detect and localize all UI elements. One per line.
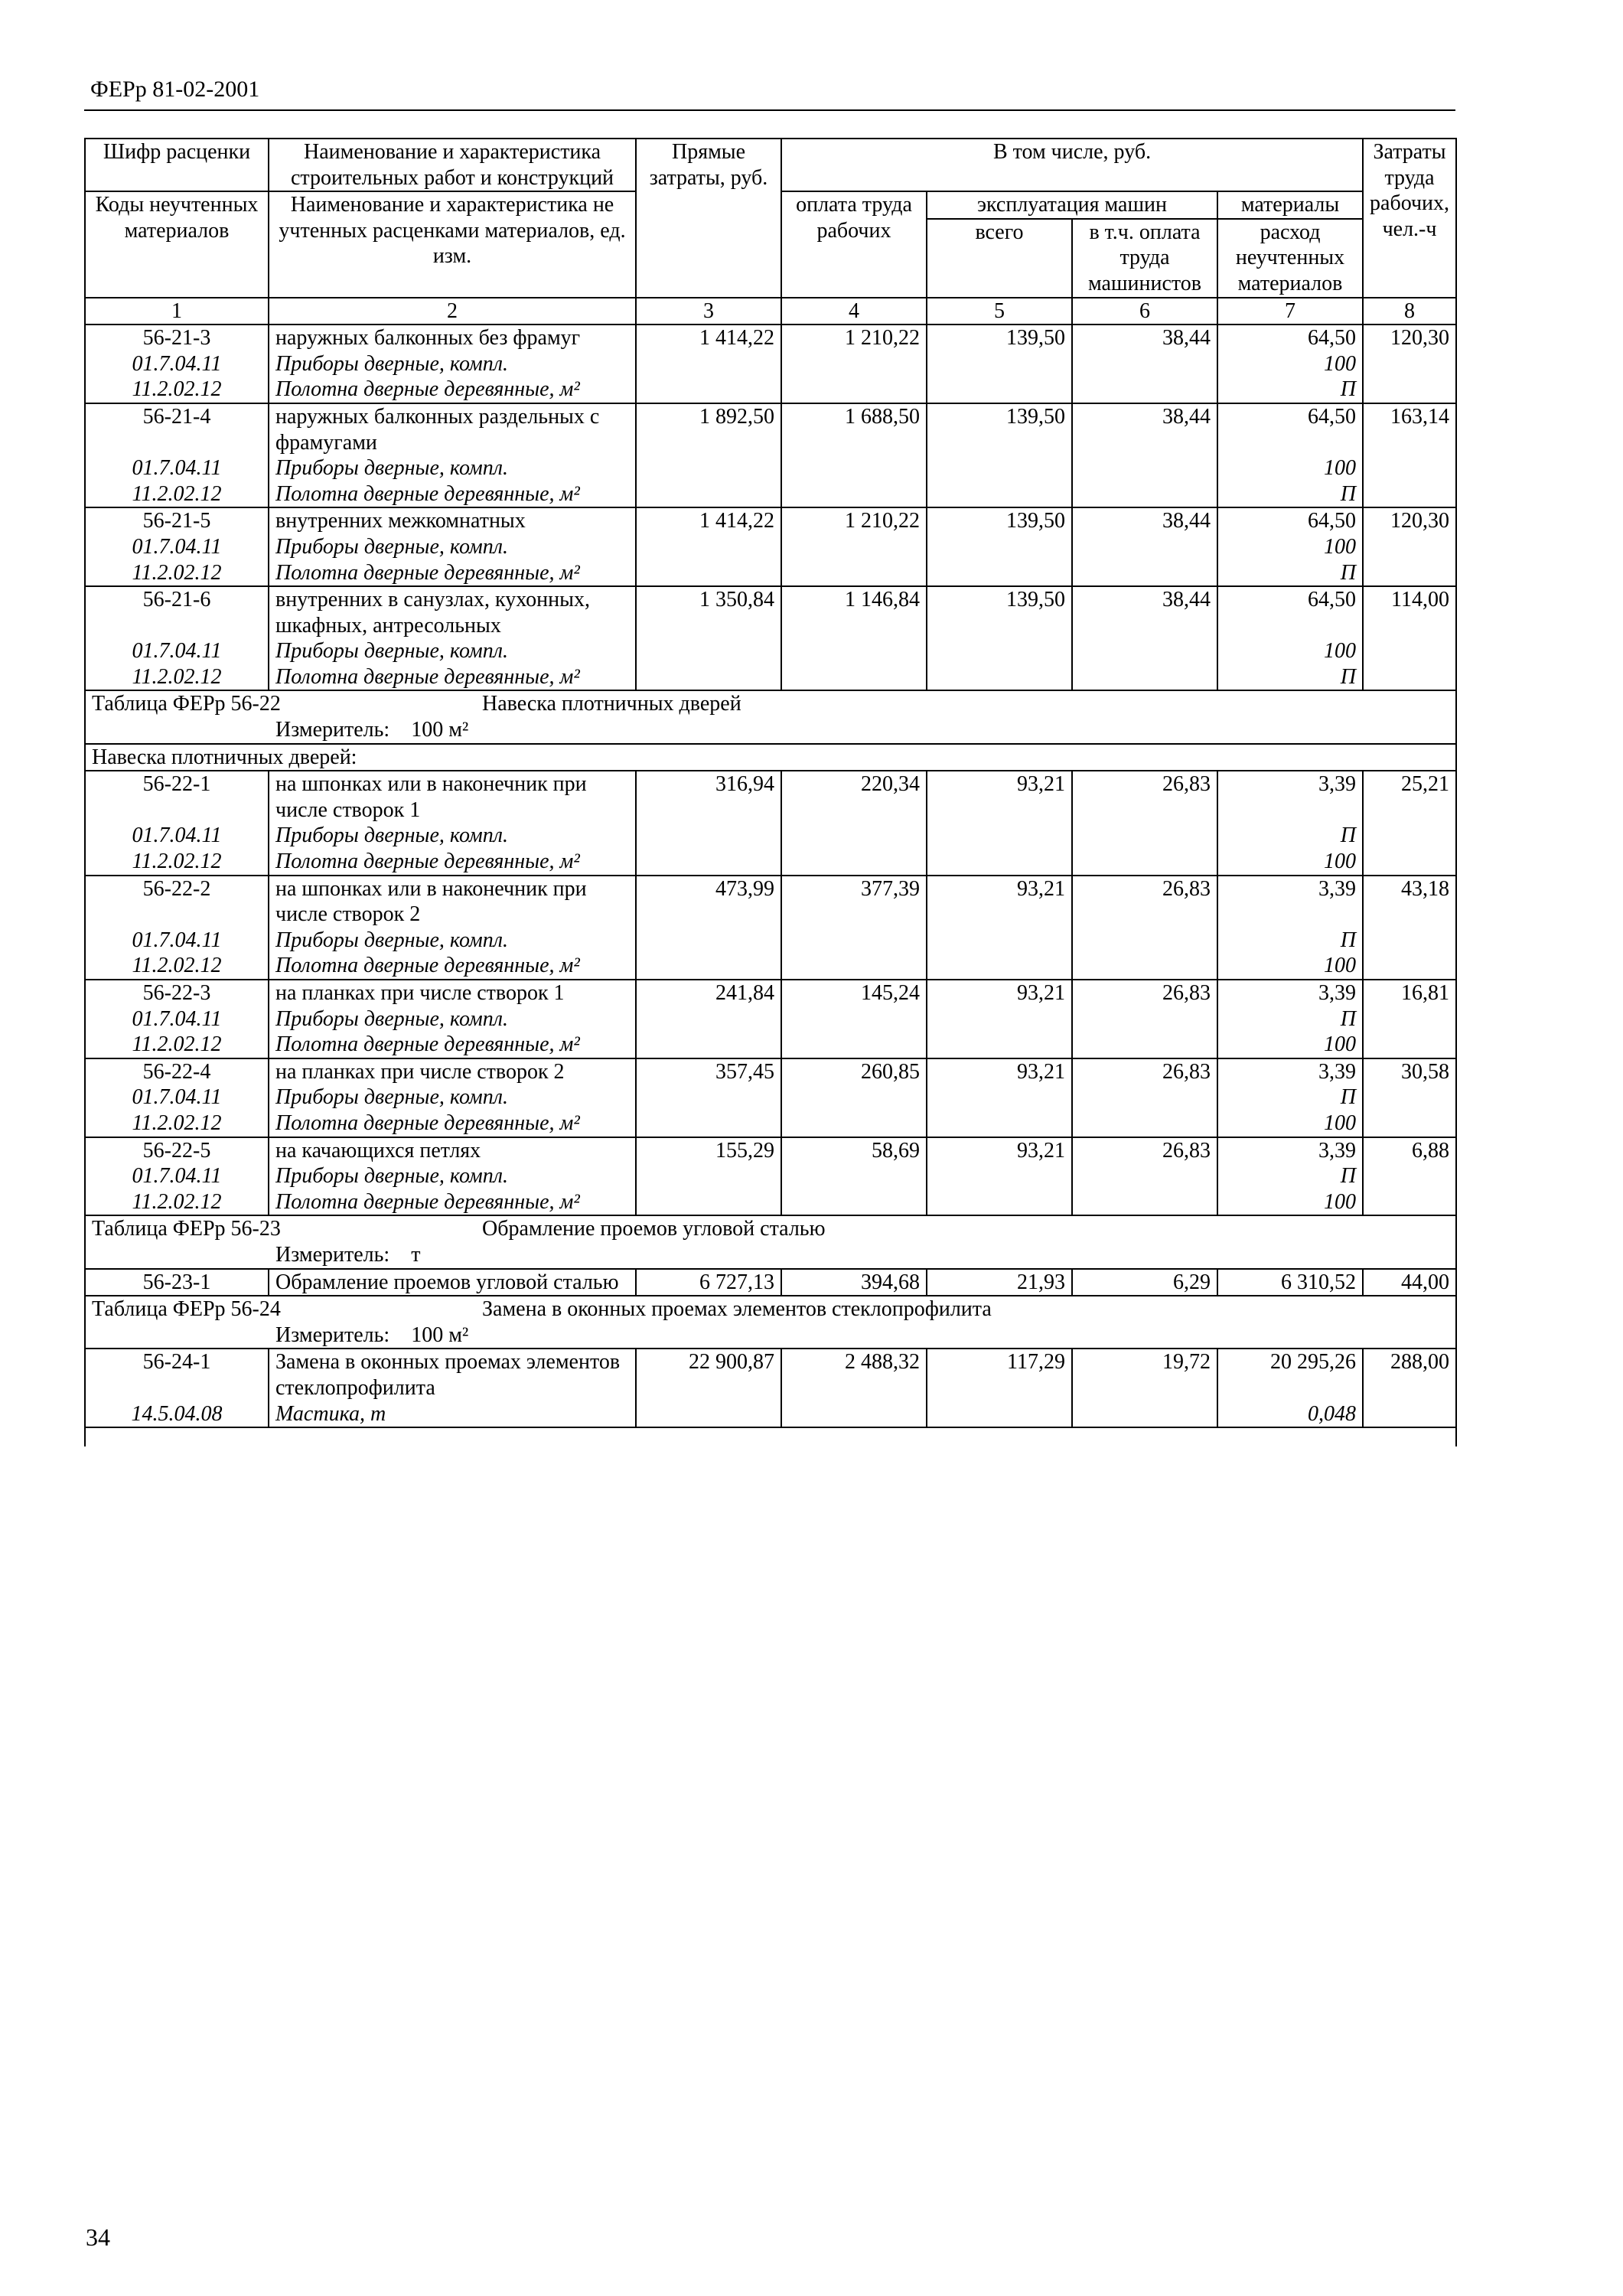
table-row: [85, 1349, 1456, 1401]
materials-cost: 64,50: [1217, 586, 1363, 638]
material-name: Полотна дверные деревянные, м²: [269, 1189, 636, 1216]
machinist-wage: 26,83: [1072, 771, 1217, 823]
materials-cost: 64,50: [1217, 325, 1363, 351]
machinist-wage: 38,44: [1072, 325, 1217, 351]
material-row: [85, 928, 1456, 954]
table-row: [85, 403, 1456, 455]
material-consumption: 100: [1217, 953, 1363, 980]
machines-total: 93,21: [927, 876, 1072, 928]
labor-hours: 120,30: [1363, 325, 1456, 351]
table-56-22-heading: [85, 690, 1456, 771]
materials-cost: 64,50: [1217, 403, 1363, 455]
material-name: Приборы дверные, компл.: [269, 823, 636, 849]
machinist-wage: 26,83: [1072, 876, 1217, 928]
material-name: Полотна дверные деревянные, м²: [269, 953, 636, 980]
rate-block-56-21-4: [85, 403, 1456, 507]
machines-total: 93,21: [927, 1137, 1072, 1164]
material-name: Приборы дверные, компл.: [269, 638, 636, 664]
rate-code: 56-21-6: [85, 586, 269, 638]
labor-hours: 288,00: [1363, 1349, 1456, 1401]
material-row: [85, 1006, 1456, 1032]
measure-label: Измеритель:: [275, 1242, 390, 1267]
machines-total: 93,21: [927, 1058, 1072, 1085]
machines-total: 139,50: [927, 325, 1072, 351]
labor-wage: 377,39: [781, 876, 927, 928]
rate-block-56-21-5: [85, 507, 1456, 586]
labor-wage: 1 210,22: [781, 325, 927, 351]
rate-code: 56-22-5: [85, 1137, 269, 1164]
labor-hours: 25,21: [1363, 771, 1456, 823]
rate-block-56-21-6: [85, 586, 1456, 690]
material-row: [85, 1163, 1456, 1189]
material-consumption: 100: [1217, 638, 1363, 664]
material-code: 01.7.04.11: [85, 534, 269, 560]
direct-cost: 357,45: [636, 1058, 781, 1085]
material-code: 01.7.04.11: [85, 351, 269, 377]
machinist-wage: 6,29: [1072, 1269, 1217, 1296]
labor-wage: 1 146,84: [781, 586, 927, 638]
work-name: наружных балконных раздельных с фрамугами: [269, 403, 636, 455]
rate-code: 56-24-1: [85, 1349, 269, 1401]
rate-code: 56-22-1: [85, 771, 269, 823]
material-consumption: 0,048: [1217, 1401, 1363, 1428]
material-code: 01.7.04.11: [85, 823, 269, 849]
table-row: [85, 876, 1456, 928]
rate-block-56-22-4: [85, 1058, 1456, 1137]
materials-cost: 3,39: [1217, 876, 1363, 928]
table-row: [85, 1137, 1456, 1164]
material-code: 01.7.04.11: [85, 1006, 269, 1032]
labor-wage: 58,69: [781, 1137, 927, 1164]
rate-code: 56-21-5: [85, 507, 269, 534]
material-row: [85, 1401, 1456, 1428]
material-name: Приборы дверные, компл.: [269, 1084, 636, 1110]
material-row: [85, 638, 1456, 664]
material-code: 11.2.02.12: [85, 664, 269, 691]
column-number: 8: [1363, 298, 1456, 325]
labor-wage: 394,68: [781, 1269, 927, 1296]
document-header: ФЕРр 81-02-2001: [90, 77, 260, 102]
labor-hours: 163,14: [1363, 403, 1456, 455]
direct-cost: 155,29: [636, 1137, 781, 1164]
labor-wage: 2 488,32: [781, 1349, 927, 1401]
material-consumption: П: [1217, 823, 1363, 849]
material-code: 01.7.04.11: [85, 1084, 269, 1110]
header-rule: [84, 109, 1455, 111]
material-row: [85, 953, 1456, 980]
machinist-wage: 26,83: [1072, 1058, 1217, 1085]
rate-block-56-24-1: [85, 1349, 1456, 1427]
machines-total: 93,21: [927, 980, 1072, 1006]
material-row: [85, 823, 1456, 849]
table-title: Обрамление проемов угловой сталью: [482, 1217, 826, 1241]
including-header: В том числе, руб.: [781, 139, 1363, 191]
material-consumption: П: [1217, 928, 1363, 954]
material-code: 11.2.02.12: [85, 377, 269, 403]
material-row: [85, 1032, 1456, 1058]
col1-header-top: Шифр расценки: [85, 139, 269, 191]
labor-hours: 120,30: [1363, 507, 1456, 534]
material-consumption: П: [1217, 481, 1363, 508]
material-code: 11.2.02.12: [85, 1032, 269, 1058]
material-consumption: 100: [1217, 849, 1363, 876]
material-name: Приборы дверные, компл.: [269, 1006, 636, 1032]
rate-block-56-22-5: [85, 1137, 1456, 1216]
direct-cost: 1 414,22: [636, 507, 781, 534]
material-code: 01.7.04.11: [85, 1163, 269, 1189]
table-row: [85, 980, 1456, 1006]
material-name: Полотна дверные деревянные, м²: [269, 1032, 636, 1058]
material-row: [85, 1189, 1456, 1216]
labor-hours: 30,58: [1363, 1058, 1456, 1085]
direct-cost: 241,84: [636, 980, 781, 1006]
machines-total: 93,21: [927, 771, 1072, 823]
materials-cost: 3,39: [1217, 1137, 1363, 1164]
rate-block-56-21-3: [85, 325, 1456, 403]
material-row: [85, 534, 1456, 560]
labor-hours: 6,88: [1363, 1137, 1456, 1164]
material-row: [85, 1084, 1456, 1110]
col3-header: Прямые затраты, руб.: [636, 139, 781, 298]
materials-cost: 64,50: [1217, 507, 1363, 534]
column-number: 7: [1217, 298, 1363, 325]
measure-label: Измеритель:: [275, 718, 390, 742]
table-title: Замена в оконных проемах элементов стеклопрофилита: [482, 1297, 992, 1322]
material-code: 11.2.02.12: [85, 1189, 269, 1216]
material-name: Полотна дверные деревянные, м²: [269, 377, 636, 403]
table-row: [85, 771, 1456, 823]
machinist-wage: 26,83: [1072, 1137, 1217, 1164]
col6-header: в т.ч. оплата труда машинистов: [1072, 219, 1217, 298]
material-name: Приборы дверные, компл.: [269, 351, 636, 377]
material-consumption: П: [1217, 664, 1363, 691]
work-name: Замена в оконных проемах элементов стеклопрофилита: [269, 1349, 636, 1401]
materials-header: материалы: [1217, 191, 1363, 219]
machines-header: эксплуатация машин: [927, 191, 1217, 219]
material-consumption: 100: [1217, 455, 1363, 481]
direct-cost: 473,99: [636, 876, 781, 928]
group-preamble: Навеска плотничных дверей:: [85, 744, 1456, 771]
material-consumption: 100: [1217, 1189, 1363, 1216]
table-56-23-heading: [85, 1215, 1456, 1268]
table-56-24-heading: [85, 1296, 1456, 1349]
col7-header: расход неучтенных материалов: [1217, 219, 1363, 298]
material-consumption: 100: [1217, 1032, 1363, 1058]
material-consumption: П: [1217, 377, 1363, 403]
material-code: 11.2.02.12: [85, 849, 269, 876]
labor-wage: 1 210,22: [781, 507, 927, 534]
material-row: [85, 560, 1456, 587]
material-name: Полотна дверные деревянные, м²: [269, 664, 636, 691]
machinist-wage: 38,44: [1072, 507, 1217, 534]
work-name: на качающихся петлях: [269, 1137, 636, 1164]
material-code: 14.5.04.08: [85, 1401, 269, 1428]
machinist-wage: 38,44: [1072, 403, 1217, 455]
material-consumption: П: [1217, 1006, 1363, 1032]
material-code: 01.7.04.11: [85, 638, 269, 664]
col2-header-bottom: Наименование и характеристика не учтенных расценками материалов, ед. изм.: [269, 191, 636, 297]
material-code: 11.2.02.12: [85, 1110, 269, 1137]
materials-cost: 3,39: [1217, 980, 1363, 1006]
rate-block-56-22-1: [85, 771, 1456, 875]
labor-hours: 16,81: [1363, 980, 1456, 1006]
material-row: [85, 481, 1456, 508]
machines-total: 21,93: [927, 1269, 1072, 1296]
table-row: [85, 1269, 1456, 1296]
direct-cost: 22 900,87: [636, 1349, 781, 1401]
material-name: Полотна дверные деревянные, м²: [269, 560, 636, 587]
work-name: наружных балконных без фрамуг: [269, 325, 636, 351]
table-number: Таблица ФЕРр 56-22: [92, 692, 281, 716]
work-name: на планках при числе створок 2: [269, 1058, 636, 1085]
table-tail: [85, 1427, 1456, 1446]
direct-cost: 1 892,50: [636, 403, 781, 455]
labor-wage: 220,34: [781, 771, 927, 823]
rates-table: [84, 138, 1457, 1446]
direct-cost: 6 727,13: [636, 1269, 781, 1296]
material-consumption: П: [1217, 1084, 1363, 1110]
material-name: Полотна дверные деревянные, м²: [269, 849, 636, 876]
rate-block-56-23-1: [85, 1269, 1456, 1296]
table-row: [85, 586, 1456, 638]
material-row: [85, 351, 1456, 377]
direct-cost: 316,94: [636, 771, 781, 823]
measure-value: т: [411, 1242, 421, 1267]
col8-header: Затраты труда рабочих, чел.-ч: [1363, 139, 1456, 298]
material-consumption: П: [1217, 1163, 1363, 1189]
direct-cost: 1 350,84: [636, 586, 781, 638]
material-name: Приборы дверные, компл.: [269, 1163, 636, 1189]
rate-code: 56-22-3: [85, 980, 269, 1006]
table-head: [85, 139, 1456, 325]
column-number: 3: [636, 298, 781, 325]
machines-total: 117,29: [927, 1349, 1072, 1401]
rate-code: 56-21-3: [85, 325, 269, 351]
column-numbers-row: [85, 298, 1456, 325]
work-name: на планках при числе створок 1: [269, 980, 636, 1006]
table-number: Таблица ФЕРр 56-24: [92, 1297, 281, 1322]
page-number: 34: [86, 2223, 110, 2251]
material-name: Приборы дверные, компл.: [269, 928, 636, 954]
work-name: внутренних в санузлах, кухонных, шкафных, антресольных: [269, 586, 636, 638]
table-row: [85, 1058, 1456, 1085]
work-name: на шпонках или в наконечник при числе створок 2: [269, 876, 636, 928]
column-number: 2: [269, 298, 636, 325]
column-number: 1: [85, 298, 269, 325]
material-name: Мастика, т: [269, 1401, 636, 1428]
col2-header-top: Наименование и характеристика строительных работ и конструкций: [269, 139, 636, 191]
material-row: [85, 455, 1456, 481]
work-name: Обрамление проемов угловой сталью: [269, 1269, 636, 1296]
machines-total: 139,50: [927, 507, 1072, 534]
material-name: Полотна дверные деревянные, м²: [269, 1110, 636, 1137]
machinist-wage: 19,72: [1072, 1349, 1217, 1401]
labor-hours: 43,18: [1363, 876, 1456, 928]
material-consumption: 100: [1217, 1110, 1363, 1137]
material-consumption: 100: [1217, 351, 1363, 377]
machinist-wage: 38,44: [1072, 586, 1217, 638]
table-title: Навеска плотничных дверей: [482, 692, 741, 716]
material-row: [85, 1110, 1456, 1137]
labor-wage: 260,85: [781, 1058, 927, 1085]
materials-cost: 20 295,26: [1217, 1349, 1363, 1401]
rate-block-56-22-3: [85, 980, 1456, 1058]
col4-header: оплата труда рабочих: [781, 191, 927, 297]
col5-header: всего: [927, 219, 1072, 298]
material-name: Приборы дверные, компл.: [269, 455, 636, 481]
materials-cost: 3,39: [1217, 771, 1363, 823]
material-name: Полотна дверные деревянные, м²: [269, 481, 636, 508]
column-number: 6: [1072, 298, 1217, 325]
material-row: [85, 664, 1456, 691]
work-name: на шпонках или в наконечник при числе створок 1: [269, 771, 636, 823]
rate-code: 56-22-4: [85, 1058, 269, 1085]
measure-value: 100 м²: [411, 718, 469, 742]
rate-block-56-22-2: [85, 876, 1456, 980]
table-number: Таблица ФЕРр 56-23: [92, 1217, 281, 1241]
material-row: [85, 377, 1456, 403]
material-row: [85, 849, 1456, 876]
column-number: 4: [781, 298, 927, 325]
work-name: внутренних межкомнатных: [269, 507, 636, 534]
machines-total: 139,50: [927, 586, 1072, 638]
materials-cost: 3,39: [1217, 1058, 1363, 1085]
material-consumption: П: [1217, 560, 1363, 587]
column-number: 5: [927, 298, 1072, 325]
labor-wage: 145,24: [781, 980, 927, 1006]
rate-code: 56-21-4: [85, 403, 269, 455]
labor-wage: 1 688,50: [781, 403, 927, 455]
material-name: Приборы дверные, компл.: [269, 534, 636, 560]
material-code: 01.7.04.11: [85, 928, 269, 954]
measure-label: Измеритель:: [275, 1322, 390, 1347]
material-code: 11.2.02.12: [85, 560, 269, 587]
direct-cost: 1 414,22: [636, 325, 781, 351]
machines-total: 139,50: [927, 403, 1072, 455]
labor-hours: 114,00: [1363, 586, 1456, 638]
col1-header-bottom: Коды неучтенных материалов: [85, 191, 269, 297]
materials-cost: 6 310,52: [1217, 1269, 1363, 1296]
material-code: 11.2.02.12: [85, 481, 269, 508]
measure-value: 100 м²: [411, 1322, 469, 1347]
material-code: 01.7.04.11: [85, 455, 269, 481]
machinist-wage: 26,83: [1072, 980, 1217, 1006]
labor-hours: 44,00: [1363, 1269, 1456, 1296]
rate-code: 56-22-2: [85, 876, 269, 928]
rate-code: 56-23-1: [85, 1269, 269, 1296]
table-row: [85, 325, 1456, 351]
table-row: [85, 507, 1456, 534]
material-consumption: 100: [1217, 534, 1363, 560]
material-code: 11.2.02.12: [85, 953, 269, 980]
